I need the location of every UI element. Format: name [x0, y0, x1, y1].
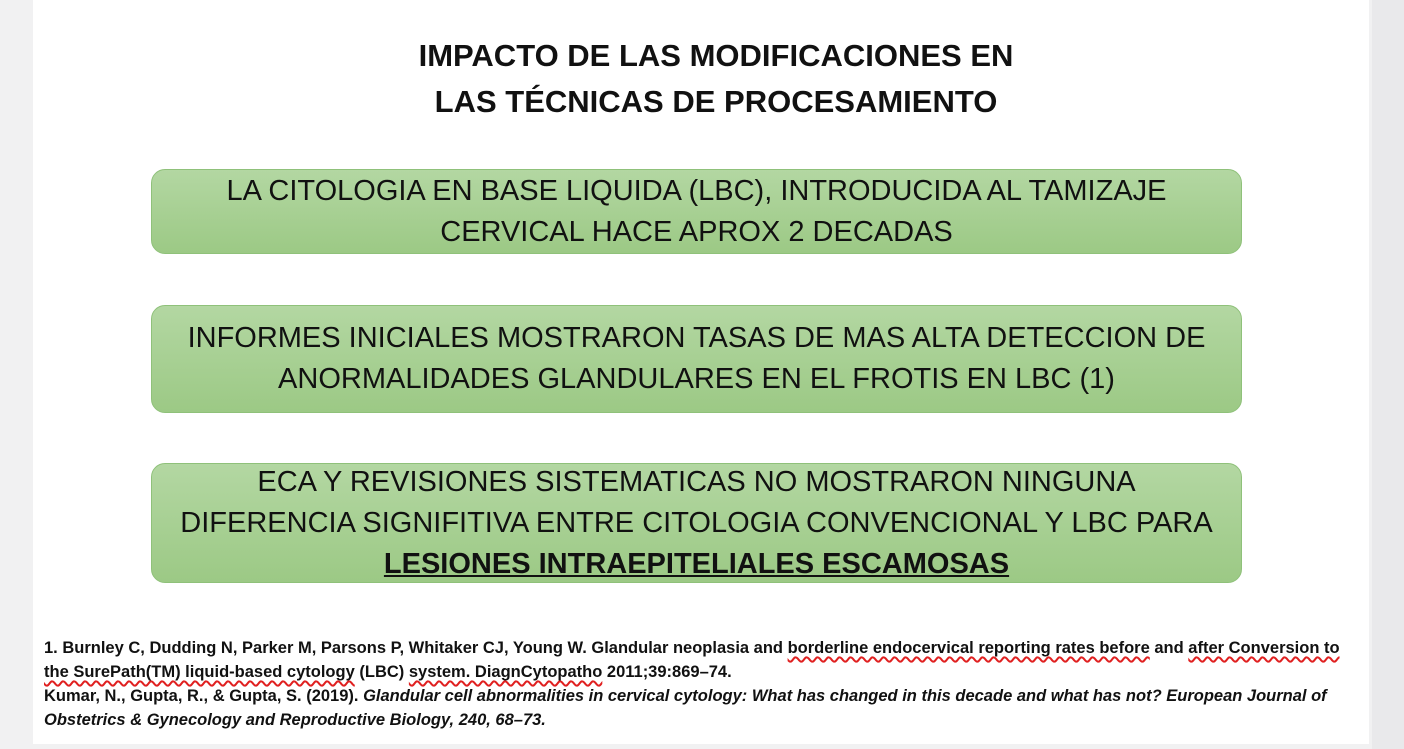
references [44, 636, 1364, 732]
content-box-3-text [152, 462, 1241, 585]
reference-2 [44, 684, 1364, 732]
ref1-part-g: 2011;39:869–74. [602, 663, 732, 681]
content-box-1-text: LA CITOLOGIA EN BASE LIQUIDA (LBC), INTRODUCIDA AL TAMIZAJE CERVICAL HACE APROX 2 DECADAS [226, 174, 1167, 248]
ref1-part-b: borderline endocervical reporting rates before [787, 639, 1150, 657]
content-box-2 [151, 305, 1242, 413]
ref1-part-e: (LBC) [354, 663, 409, 681]
ref1-part-f: system. DiagnCytopatho [408, 663, 603, 681]
ref2-part-a: Kumar, N., Gupta, R., & Gupta, S. (2019). [44, 687, 364, 705]
title-line-1: IMPACTO DE LAS MODIFICACIONES EN [418, 38, 1014, 73]
content-box-3-body: ECA Y REVISIONES SISTEMATICAS NO MOSTRARON NINGUNA DIFERENCIA SIGNIFITIVA ENTRE CITOLOGIA CONVENCIONAL Y LBC PARA [180, 465, 1213, 539]
ref1-part-a: 1. Burnley C, Dudding N, Parker M, Parsons P, Whitaker CJ, Young W. Glandular neoplasia and [44, 639, 788, 657]
content-box-1 [151, 169, 1242, 254]
title-line-2: LAS TÉCNICAS DE PROCESAMIENTO [434, 84, 998, 119]
content-box-2-text: INFORMES INICIALES MOSTRARON TASAS DE MAS ALTA DETECCION DE ANORMALIDADES GLANDULARES EN EL FROTIS EN LBC (1) [187, 322, 1206, 395]
slide-title [200, 33, 1232, 125]
ref1-part-c: and [1149, 639, 1189, 657]
content-box-3-emphasis: LESIONES INTRAEPITELIALES ESCAMOSAS [383, 547, 1010, 580]
ref2-part-b: Glandular cell abnormalities in cervical cytology: What has changed in this decade and what has not? European Journal of Obstetrics & Gynecology and Reproductive Biology, 240, 68–73. [44, 687, 1327, 729]
ref1-part-d: after Conversion to the SurePath(TM) liquid-based cytology [44, 639, 1340, 681]
content-box-3 [151, 463, 1242, 583]
window-edge [1372, 0, 1404, 749]
reference-1 [44, 636, 1364, 684]
